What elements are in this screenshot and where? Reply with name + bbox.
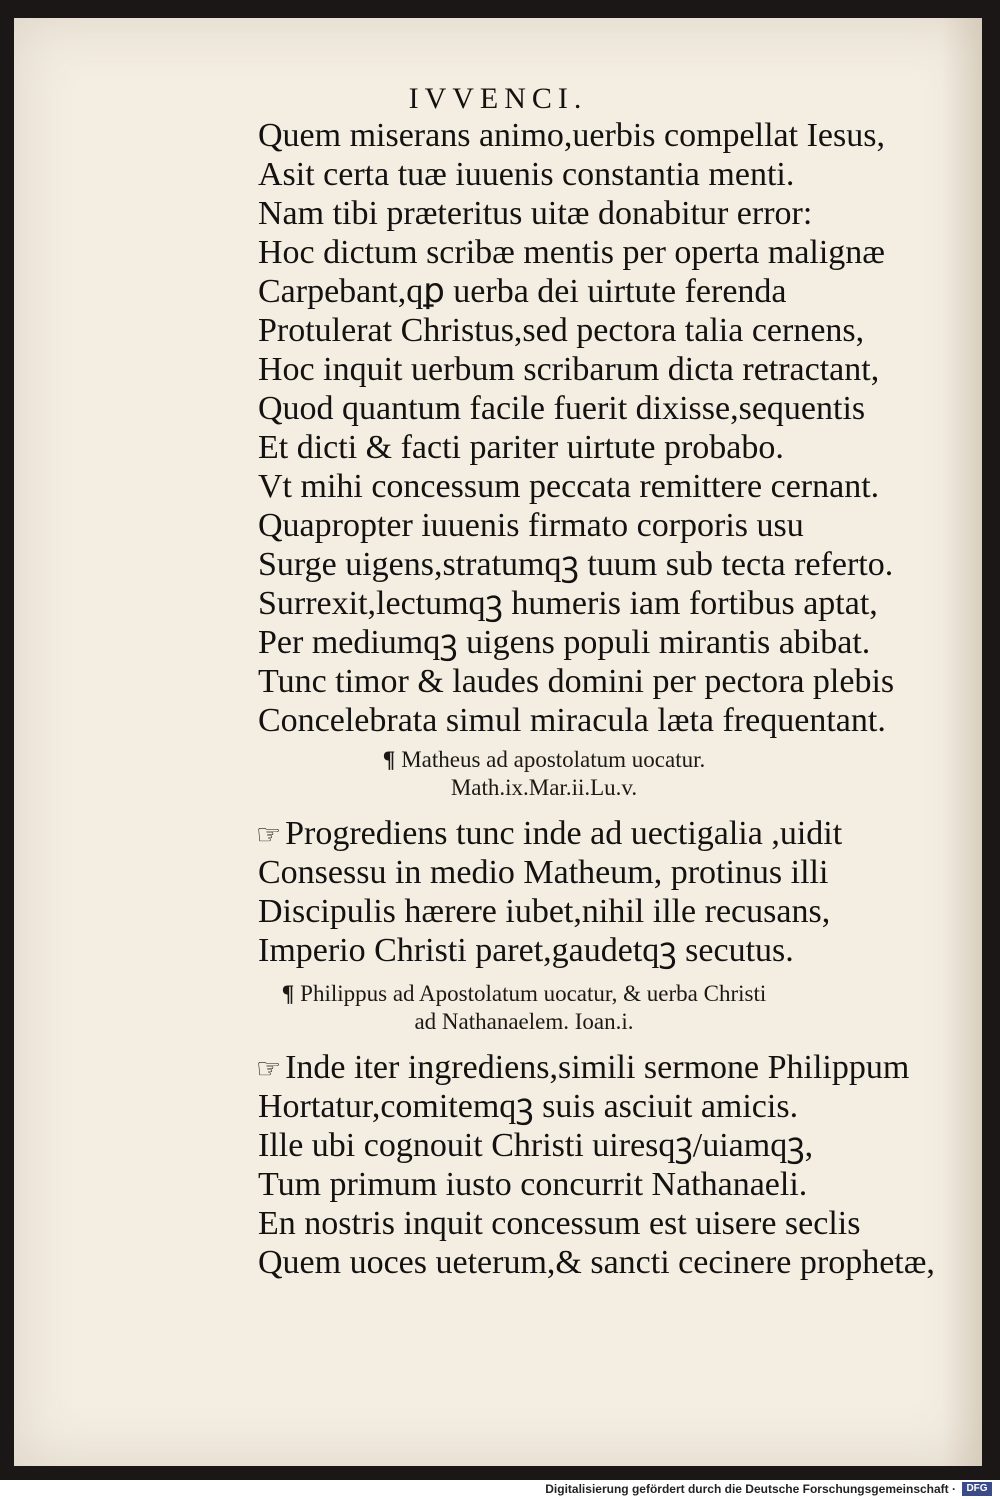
verse-line: Nam tibi præteritus uitæ donabitur error: (258, 195, 813, 232)
verse-line (256, 1048, 956, 1089)
verse-line: Discipulis hærere iubet,nihil ille recusans, (258, 893, 831, 930)
caption-line-1 (134, 746, 954, 774)
verse-line: Et dicti & facti pariter uirtute probabo. (258, 429, 784, 466)
verse-line: Tunc timor & laudes domini per pectora plebis (258, 663, 895, 700)
verse-line: Quem uoces ueterum,& sancti cecinere prophetæ, (258, 1244, 935, 1281)
verse-line: Protulerat Christus,sed pectora talia cernens, (258, 312, 865, 349)
verse-line: Asit certa tuæ iuuenis constantia menti. (258, 156, 795, 193)
funding-notice: Digitalisierung gefördert durch die Deutsche Forschungsgemeinschaft · (545, 1482, 956, 1496)
pointing-hand-icon: ☞ (256, 820, 282, 851)
verse-line: Concelebrata simul miracula læta frequentant. (258, 702, 886, 739)
caption-line-1 (114, 980, 934, 1008)
verse-line: Quod quantum facile fuerit dixisse,sequentis (258, 390, 866, 427)
pilcrow-icon: ¶ (281, 981, 295, 1006)
verse-line: Vt mihi concessum peccata remittere cernant. (258, 468, 880, 505)
section-caption (114, 980, 934, 1036)
verse-line: Consessu in medio Matheum, protinus illi (258, 854, 829, 891)
caption-text: Matheus ad apostolatum uocatur. (401, 747, 706, 772)
verse-line: Imperio Christi paret,gaudetqꝫ secutus. (258, 932, 794, 969)
verse-line: Hortatur,comitemqꝫ suis asciuit amicis. (258, 1088, 799, 1125)
verse-line (256, 814, 956, 855)
verse-line: Surge uigens,stratumqꝫ tuum sub tecta referto. (258, 546, 894, 583)
verse-line: Hoc dictum scribæ mentis per operta malignæ (258, 234, 885, 271)
pilcrow-icon: ¶ (382, 747, 396, 772)
verse-line: Tum primum iusto concurrit Nathanaeli. (258, 1166, 808, 1203)
pointing-hand-icon: ☞ (256, 1054, 282, 1085)
caption-text: Philippus ad Apostolatum uocatur, & uerba Christi (300, 981, 767, 1006)
footer-bar (0, 1480, 1000, 1499)
caption-line-2: Math.ix.Mar.ii.Lu.v. (450, 775, 638, 800)
verse-line: Per mediumqꝫ uigens populi mirantis abibat. (258, 624, 871, 661)
verse-line: Ille ubi cognouit Christi uiresqꝫ/uiamqꝫ, (258, 1127, 814, 1164)
verse-text: Inde iter ingrediens,simili sermone Philippum (285, 1049, 910, 1086)
verse-line: Surrexit,lectumqꝫ humeris iam fortibus aptat, (258, 585, 878, 622)
verse-line: Carpebant,qꝑ uerba dei uirtute ferenda (258, 273, 787, 310)
verse-text: Progrediens tunc inde ad uectigalia ,uidit (285, 815, 843, 852)
verse-line: Quem miserans animo,uerbis compellat Iesus, (258, 117, 885, 154)
running-head: IVVENCI. (408, 82, 588, 115)
verse-line: Quapropter iuuenis firmato corporis usu (258, 507, 804, 544)
book-page (14, 18, 982, 1466)
section-caption (134, 746, 954, 802)
dfg-logo: DFG (962, 1482, 992, 1496)
verse-line: En nostris inquit concessum est uisere seclis (258, 1205, 861, 1242)
caption-line-2: ad Nathanaelem. Ioan.i. (414, 1009, 634, 1034)
verse-line: Hoc inquit uerbum scribarum dicta retractant, (258, 351, 880, 388)
